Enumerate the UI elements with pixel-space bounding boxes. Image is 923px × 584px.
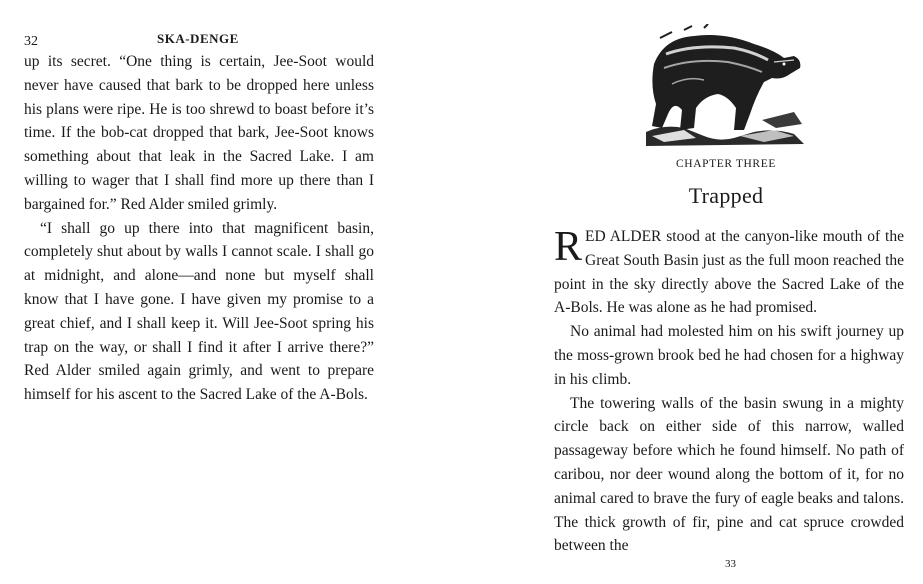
paragraph: The towering walls of the basin swung in a mighty circle back on either side of this narrow, walled passageway before which he found himself. No path of caribou, nor deer wound along the bottom of it, for no animal cared to brave the fury of eagle beaks and talons. The thick growth of fir, pine and cat spruce crowded between the bbox=[554, 394, 904, 555]
opening-paragraph-text: ED ALDER stood at the canyon-like mouth of the Great South Basin just as the full moon reached the point in the sky directly above the Sacred Lake of the A-Bols. He was alone as he had promised. bbox=[554, 228, 904, 317]
right-page bbox=[462, 0, 923, 584]
left-body-text bbox=[24, 50, 374, 407]
chapter-title: Trapped bbox=[688, 183, 764, 208]
running-head: SKA-DENGE bbox=[157, 31, 239, 46]
opening-paragraph bbox=[554, 225, 904, 320]
paragraph: “I shall go up there into that magnificent basin, completely shut about by walls I cannot scale. I shall go at midnight, and alone—and none but myself shall know that I have gone. I have given my promise to a great chief, and I shall keep it. Will Jee-Soot spring his trap on the way, or shall I find it after I arrive there?” Red Alder smiled again grimly, and went to prepare himself for his ascent to the Sacred Lake of the A-Bols. bbox=[24, 219, 374, 404]
paragraph: up its secret. “One thing is certain, Jee-Soot would never have caused that bark to be dropped here unless his plans were ripe. He is too shrewd to boast before it’s time. If the bob-cat dropped that bark, Jee-Soot knows something about that leak in the Sacred Lake. I am willing to wager that I shall find more up there than I bargained for.” Red Alder smiled grimly. bbox=[24, 53, 374, 213]
paragraph: No animal had molested him on his swift journey up the moss-grown brook bed he had chosen for a highway in his climb. bbox=[554, 323, 904, 388]
chapter-label: CHAPTER THREE bbox=[676, 158, 776, 170]
right-body-text bbox=[554, 225, 904, 558]
left-page bbox=[0, 0, 460, 584]
drop-cap: R bbox=[554, 224, 583, 270]
page-number: 33 bbox=[725, 558, 736, 570]
wolverine-illustration bbox=[644, 24, 806, 148]
page-number: 32 bbox=[24, 34, 38, 49]
